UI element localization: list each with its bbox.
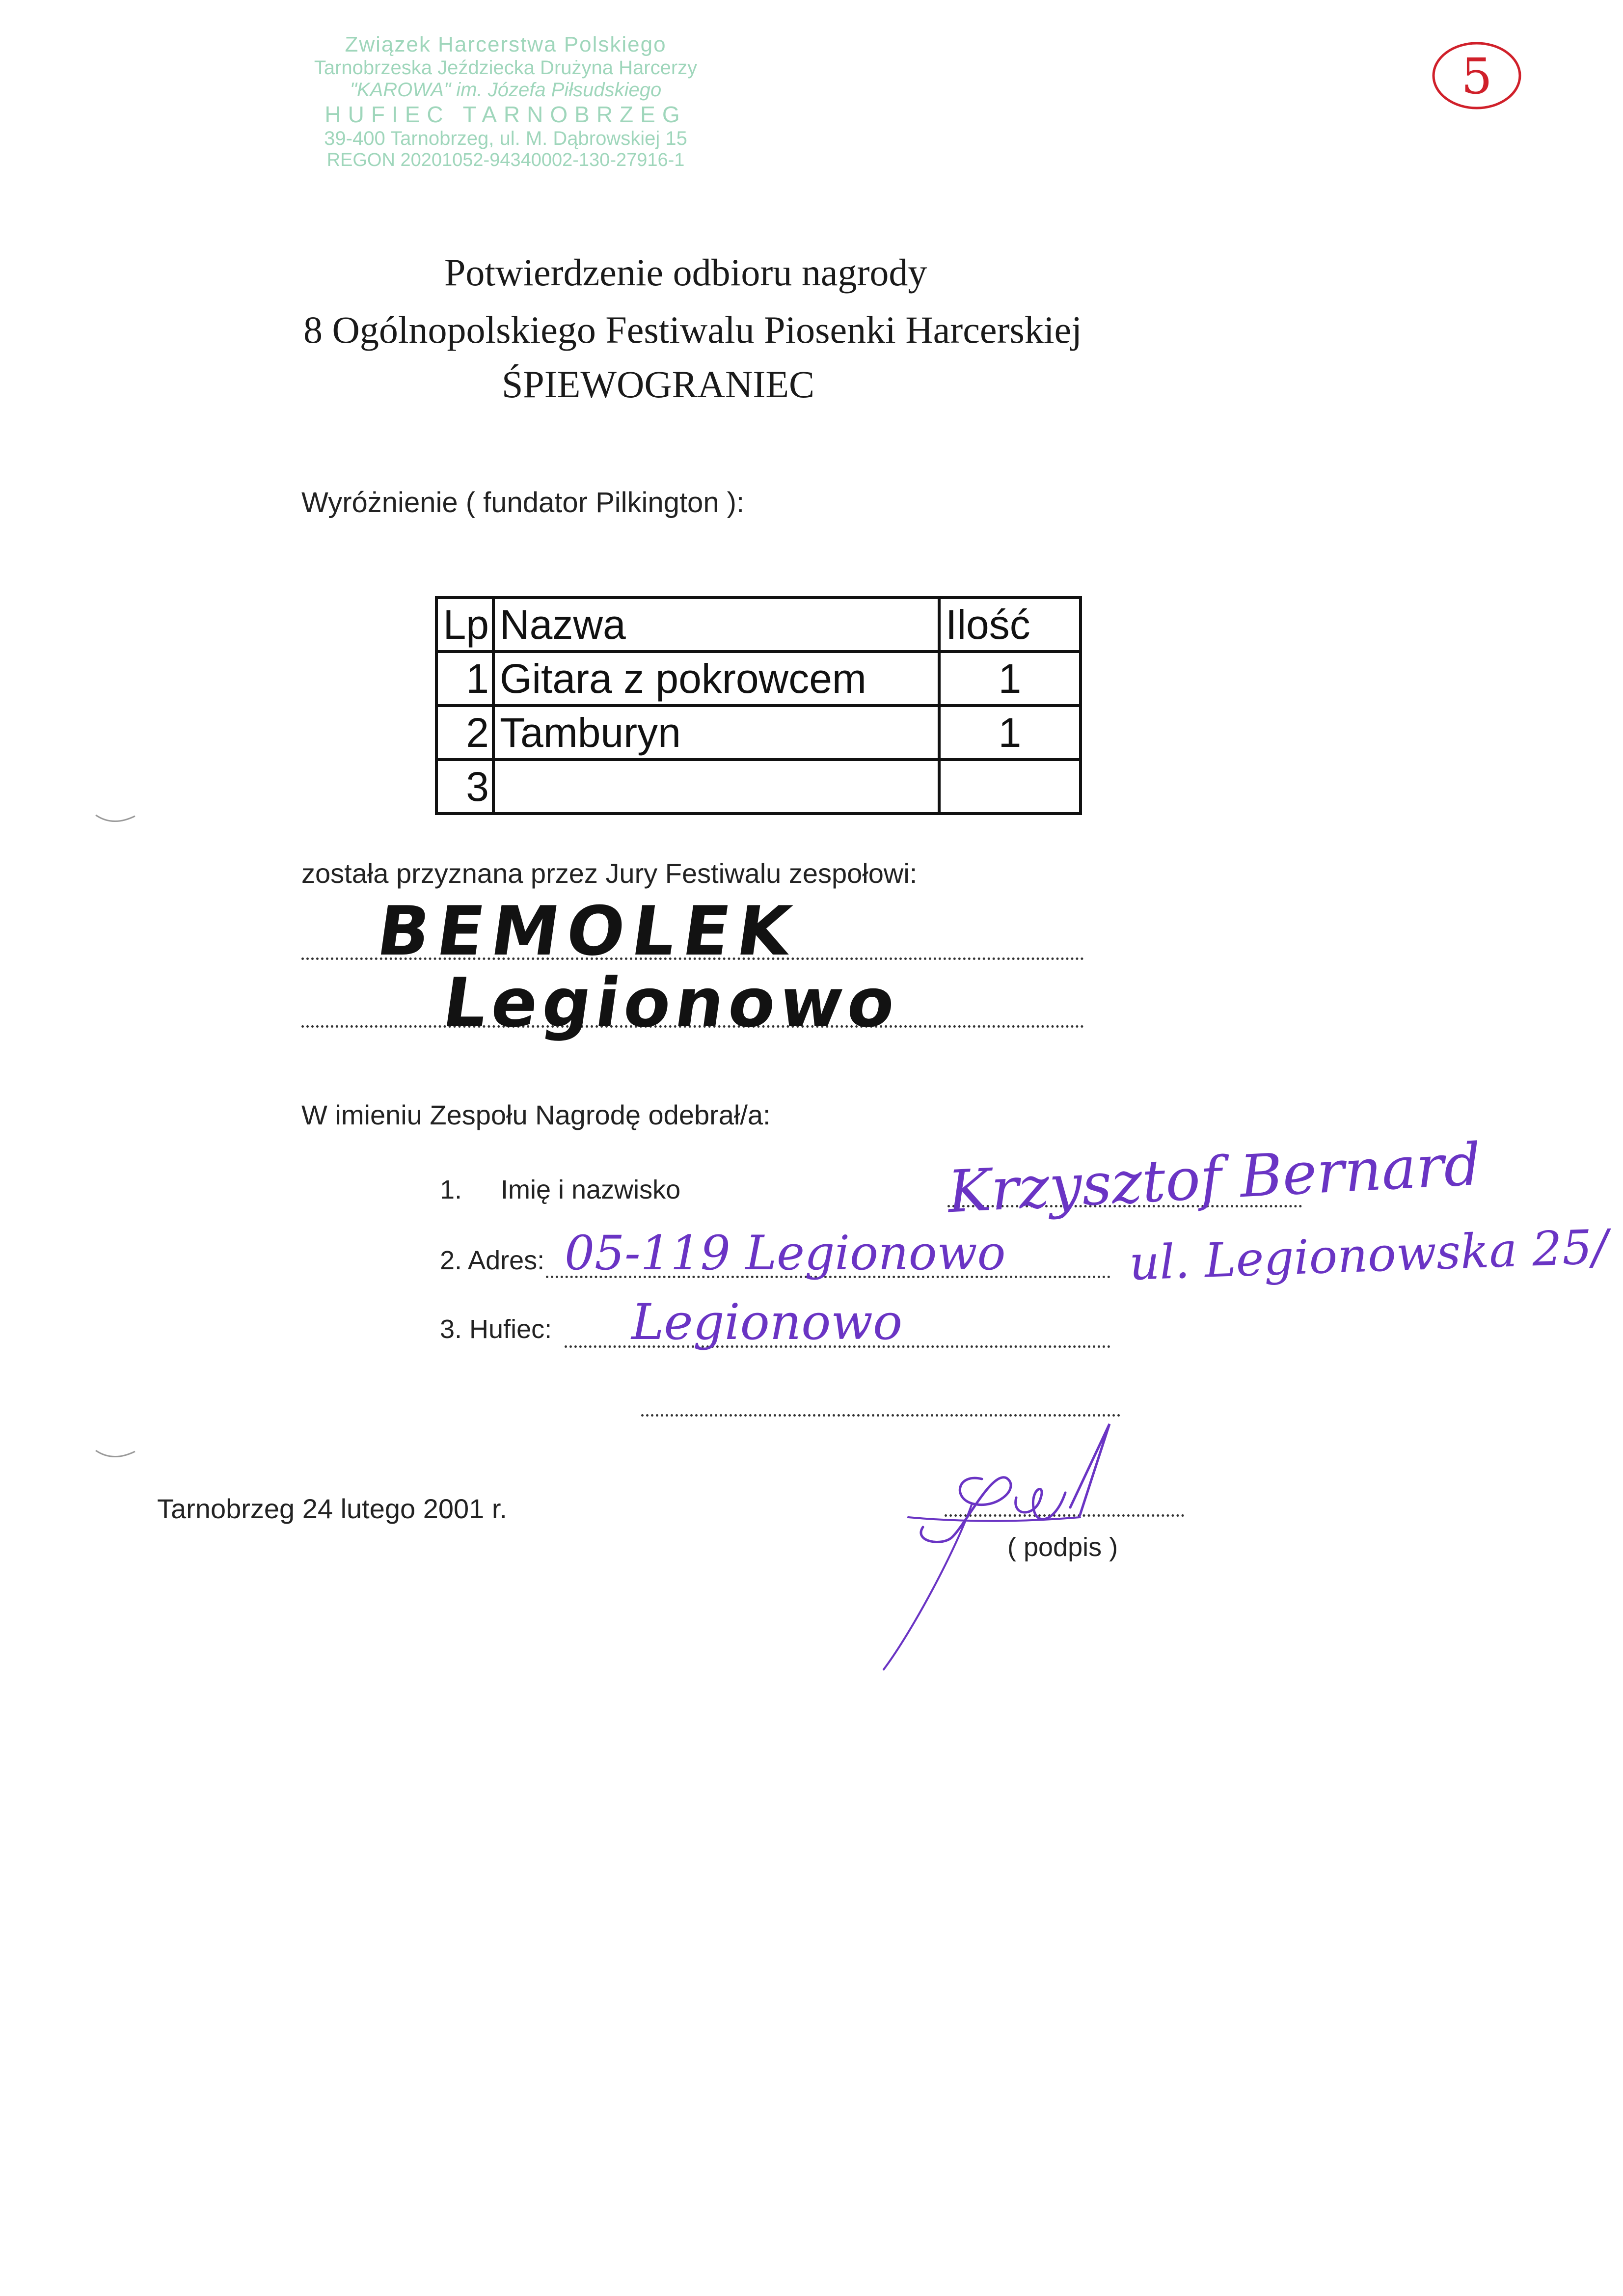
- row-qty: [939, 760, 1081, 814]
- header-lp: Lp: [436, 598, 493, 652]
- document-title-line-3: ŚPIEWOGRANIEC: [502, 363, 814, 406]
- address-field-label: 2. Adres:: [440, 1246, 545, 1275]
- place-and-date: Tarnobrzeg 24 lutego 2001 r.: [157, 1493, 507, 1524]
- row-name: Tamburyn: [493, 706, 939, 760]
- header-name: Nazwa: [493, 598, 939, 652]
- header-qty: Ilość: [939, 598, 1081, 652]
- page-number-circle: [1429, 38, 1525, 113]
- hufiec-field-label: 3. Hufiec:: [440, 1314, 552, 1344]
- row-lp: 3: [436, 760, 493, 814]
- row-name: [493, 760, 939, 814]
- scan-mark: [93, 810, 137, 830]
- prize-table: [435, 596, 1082, 815]
- handwritten-address-city: 05-119 Legionowo: [565, 1226, 1006, 1281]
- table-header-row: [436, 598, 1081, 652]
- stamp-line: 39-400 Tarnobrzeg, ul. M. Dąbrowskiej 15: [324, 128, 687, 149]
- name-field-label: Imię i nazwisko: [501, 1175, 681, 1204]
- handwritten-signature: [835, 1375, 1325, 1679]
- stamp-line: "KAROWA" im. Józefa Piłsudskiego: [350, 79, 662, 101]
- stamp-line: Związek Harcerstwa Polskiego: [345, 32, 667, 56]
- handwritten-hufiec: Legionowo: [631, 1293, 903, 1351]
- team-name-handwritten: BEMOLEK: [372, 892, 804, 971]
- row-qty: 1: [939, 652, 1081, 706]
- page-number: 5: [1461, 48, 1492, 105]
- organization-stamp: [295, 32, 717, 171]
- stamp-line: REGON 20201052-94340002-130-27916-1: [326, 150, 685, 170]
- table-row: [436, 760, 1081, 814]
- handwritten-address-street: ul. Legionowska 25/: [1128, 1219, 1609, 1291]
- distinction-heading: Wyróżnienie ( fundator Pilkington ):: [301, 487, 745, 519]
- table-row: [436, 706, 1081, 760]
- document-title-line-2: 8 Ogólnopolskiego Festiwalu Piosenki Harcerskiej: [303, 308, 1082, 351]
- row-lp: 1: [436, 652, 493, 706]
- row-lp: 2: [436, 706, 493, 760]
- received-by-text: W imieniu Zespołu Nagrodę odebrał/a:: [301, 1099, 771, 1130]
- team-town-handwritten: Legionowo: [438, 963, 905, 1042]
- row-qty: 1: [939, 706, 1081, 760]
- signature-label: ( podpis ): [1007, 1532, 1118, 1562]
- stamp-line: Tarnobrzeska Jeździecka Drużyna Harcerzy: [314, 57, 698, 79]
- name-field-number: 1.: [440, 1175, 462, 1204]
- document-title-line-1: Potwierdzenie odbioru nagrody: [444, 251, 927, 294]
- row-name: Gitara z pokrowcem: [493, 652, 939, 706]
- scan-mark: [93, 1446, 137, 1465]
- stamp-line: HUFIEC TARNOBRZEG: [325, 102, 687, 127]
- awarded-text: została przyznana przez Jury Festiwalu zespołowi:: [301, 858, 918, 889]
- handwritten-name: Krzysztof Bernard: [946, 1130, 1483, 1226]
- table-row: [436, 652, 1081, 706]
